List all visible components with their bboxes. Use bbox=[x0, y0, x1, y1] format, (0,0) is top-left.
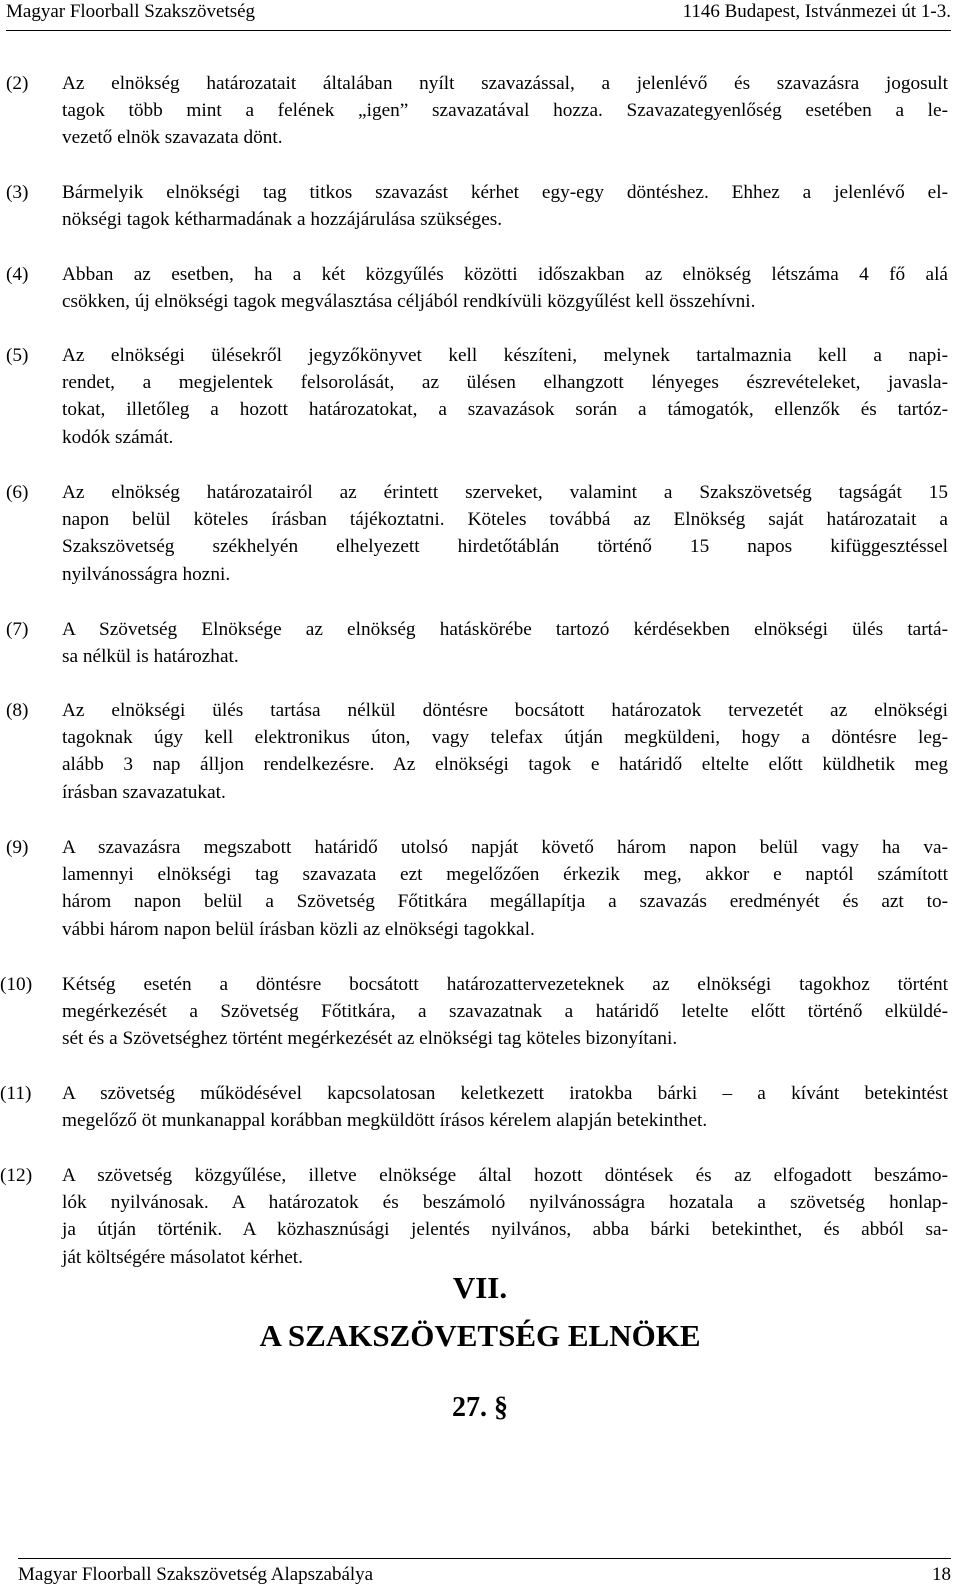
paragraph bbox=[0, 1162, 952, 1271]
text-line: A szövetség működésével kapcsolatosan keletkezett iratokba bárki – a kívánt betekintést bbox=[62, 1083, 948, 1104]
paragraph bbox=[0, 70, 952, 152]
text-line: csökken, új elnökségi tagok megválasztása céljából rendkívüli közgyűlést kell összehívni. bbox=[62, 291, 756, 313]
paragraph-text bbox=[62, 697, 948, 806]
text-line: sét és a Szövetséghez történt megérkezését az elnökségi tag köteles bizonyítani. bbox=[62, 1028, 678, 1050]
text-line: nyilvánosságra hozni. bbox=[62, 563, 231, 585]
text-line: napon belül köteles írásban tájékoztatni. Köteles továbbá az Elnökség saját határozatait a bbox=[62, 509, 948, 531]
paragraph bbox=[0, 342, 952, 451]
paragraph bbox=[0, 697, 952, 806]
text-line: írásban szavazatukat. bbox=[62, 781, 226, 803]
text-line: ját költségére másolatot kérhet. bbox=[62, 1246, 303, 1268]
paragraph-text bbox=[62, 342, 948, 451]
text-line: ja útján történik. A közhasznúsági jelentés nyilvános, abba bárki betekinthet, és abból sa- bbox=[62, 1219, 948, 1241]
paragraph-number: (6) bbox=[6, 482, 29, 503]
text-line: Az elnökség határozatait általában nyílt szavazással, a jelenlévő és szavazásra jogosult bbox=[62, 73, 948, 94]
text-line: alább 3 nap álljon rendelkezésre. Az elnökségi tagok e határidő eltelte előtt küldhetik meg bbox=[62, 754, 948, 776]
paragraph-number: (12) bbox=[0, 1165, 33, 1186]
section-number: 27. § bbox=[452, 1392, 508, 1423]
paragraph-text bbox=[62, 971, 948, 1053]
text-line: sa nélkül is határozhat. bbox=[62, 646, 239, 668]
paragraph-text bbox=[62, 70, 948, 152]
text-line: tagoknak úgy kell elektronikus úton, vagy telefax útján megküldeni, hogy a döntésre leg- bbox=[62, 727, 948, 749]
text-line: tokat, illetőleg a hozott határozatokat, a szavazások során a támogatók, ellenzők és tartóz- bbox=[62, 399, 948, 421]
paragraph-number: (7) bbox=[6, 619, 29, 640]
text-line: Abban az esetben, ha a két közgyűlés közötti időszakban az elnökség létszáma 4 fő alá bbox=[62, 264, 948, 285]
paragraph-number: (3) bbox=[6, 182, 29, 203]
paragraph-number: (2) bbox=[6, 73, 29, 94]
chapter-title: A SZAKSZÖVETSÉG ELNÖKE bbox=[259, 1318, 701, 1353]
text-line: lók nyilvánosak. A határozatok és beszámoló nyilvánosságra hozatala a szövetség honlap- bbox=[62, 1192, 948, 1214]
paragraph bbox=[0, 179, 952, 233]
text-line: vábbi három napon belül írásban közli az elnökségi tagokkal. bbox=[62, 918, 535, 940]
paragraph bbox=[0, 479, 952, 588]
paragraph-number: (8) bbox=[6, 700, 29, 721]
text-line: nökségi tagok kétharmadának a hozzájárulása szükséges. bbox=[62, 209, 503, 231]
text-line: rendet, a megjelentek felsorolását, az ülésen elhangzott lényeges észrevételeket, javasla- bbox=[62, 372, 948, 394]
paragraph bbox=[0, 1080, 952, 1134]
paragraph-text bbox=[62, 616, 948, 670]
paragraph-text bbox=[62, 261, 948, 315]
paragraph bbox=[0, 834, 952, 943]
header-address: 1146 Budapest, Istvánmezei út 1-3. bbox=[682, 1, 951, 22]
chapter-number: VII. bbox=[452, 1270, 508, 1305]
text-line: Az elnökségi ülésekről jegyzőkönyvet kell készíteni, melynek tartalmaznia kell a napi- bbox=[62, 345, 948, 366]
text-line: megelőző öt munkanappal korábban megküldött írásos kérelem alapján betekinthet. bbox=[62, 1110, 708, 1132]
footer-document-title: Magyar Floorball Szakszövetség Alapszabálya bbox=[18, 1564, 374, 1585]
paragraph-number: (9) bbox=[6, 837, 29, 858]
page-header bbox=[6, 0, 951, 31]
paragraph-text bbox=[62, 179, 948, 233]
paragraph-text bbox=[62, 834, 948, 943]
paragraph-number: (4) bbox=[6, 264, 29, 285]
text-line: A szavazásra megszabott határidő utolsó napját követő három napon belül vagy ha va- bbox=[62, 837, 948, 858]
paragraph bbox=[0, 616, 952, 670]
page-footer bbox=[18, 1558, 951, 1591]
paragraph-text bbox=[62, 1080, 948, 1134]
text-line: vezető elnök szavazata dönt. bbox=[62, 127, 283, 149]
text-line: A Szövetség Elnöksége az elnökség hatáskörébe tartozó kérdésekben elnökségi ülés tartá- bbox=[62, 619, 948, 640]
paragraph-number: (5) bbox=[6, 345, 29, 366]
page-number: 18 bbox=[932, 1564, 951, 1585]
text-line: lamennyi elnökségi tag szavazata ezt megelőzően érkezik meg, akkor e naptól számított bbox=[62, 864, 948, 886]
text-line: kodók számát. bbox=[62, 426, 174, 448]
text-line: három napon belül a Szövetség Főtitkára megállapítja a szavazás eredményét és azt to- bbox=[62, 891, 948, 913]
text-line: A szövetség közgyűlése, illetve elnöksége által hozott döntések és az elfogadott beszámo- bbox=[62, 1165, 948, 1186]
header-organization: Magyar Floorball Szakszövetség bbox=[6, 1, 256, 22]
text-line: Szakszövetség székhelyén elhelyezett hirdetőtáblán történő 15 napos kifüggesztéssel bbox=[62, 536, 948, 558]
paragraph-text bbox=[62, 479, 948, 588]
paragraph-number: (10) bbox=[0, 974, 33, 995]
text-line: tagok több mint a felének „igen” szavazatával hozza. Szavazategyenlőség esetében a le- bbox=[62, 100, 948, 122]
text-line: Bármelyik elnökségi tag titkos szavazást kérhet egy-egy döntéshez. Ehhez a jelenlévő el- bbox=[62, 182, 948, 203]
paragraph bbox=[0, 261, 952, 315]
paragraph-number: (11) bbox=[0, 1083, 32, 1104]
text-line: Az elnökség határozatairól az érintett szerveket, valamint a Szakszövetség tagságát 15 bbox=[62, 482, 948, 503]
paragraph bbox=[0, 971, 952, 1053]
text-line: megérkezését a Szövetség Főtitkára, a szavazatnak a határidő letelte előtt történő elküldé- bbox=[62, 1001, 948, 1023]
paragraph-text bbox=[62, 1162, 948, 1271]
text-line: Kétség esetén a döntésre bocsátott határozattervezeteknek az elnökségi tagokhoz történt bbox=[62, 974, 948, 995]
text-line: Az elnökségi ülés tartása nélkül döntésre bocsátott határozatok tervezetét az elnökségi bbox=[62, 700, 948, 721]
